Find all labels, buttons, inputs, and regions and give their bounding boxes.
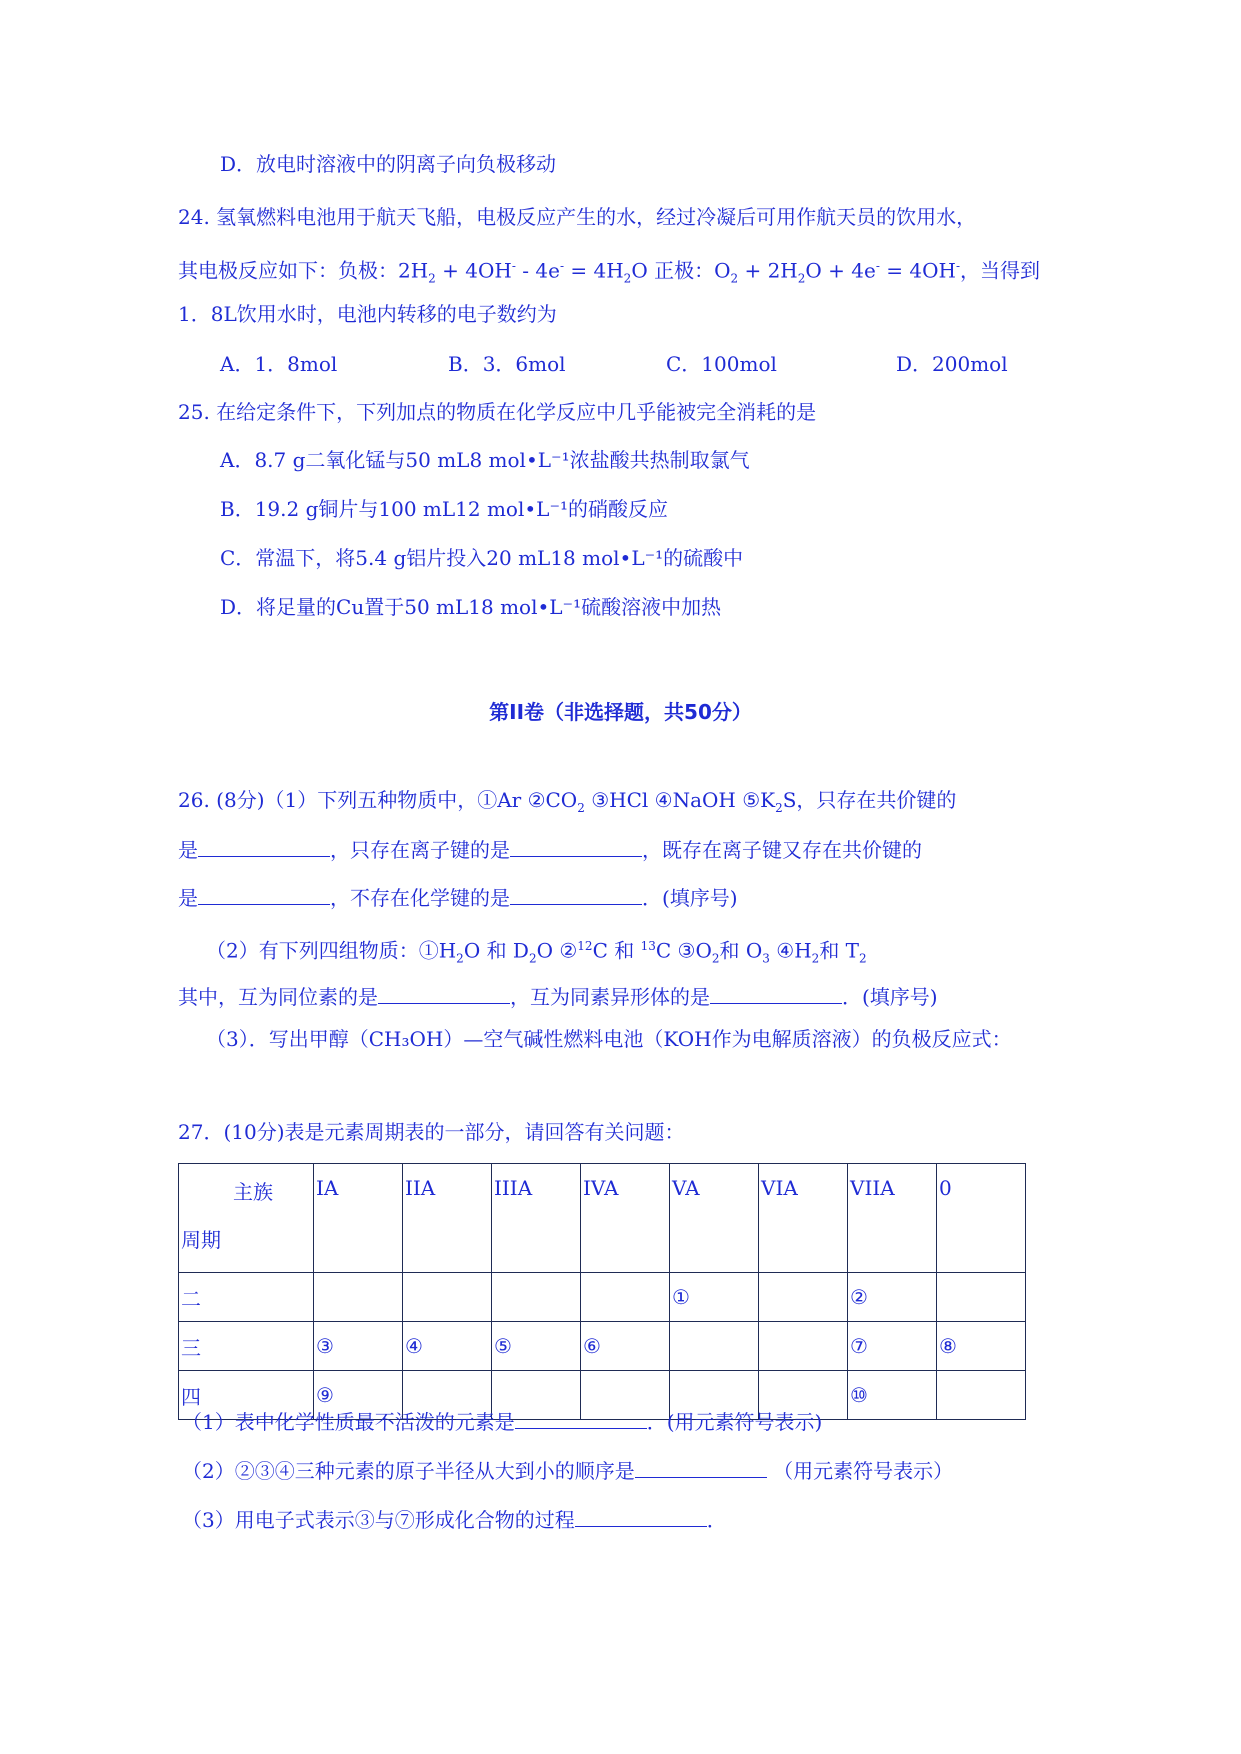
element-cell: ③ [314, 1322, 403, 1371]
group-header: IIIA [492, 1164, 581, 1273]
element-cell [403, 1273, 492, 1322]
answer-blank[interactable] [198, 834, 330, 857]
element-cell [937, 1273, 1026, 1322]
group-header: VA [670, 1164, 759, 1273]
group-header: VIIA [848, 1164, 937, 1273]
group-header: VIA [759, 1164, 848, 1273]
element-cell [759, 1322, 848, 1371]
group-header: 0 [937, 1164, 1026, 1273]
answer-blank[interactable] [635, 1455, 767, 1478]
element-cell: ⑧ [937, 1322, 1026, 1371]
element-cell [492, 1273, 581, 1322]
q25-option-a: A．8.7 g二氧化锰与50 mL8 mol•L⁻¹浓盐酸共热制取氯气 [220, 448, 750, 472]
header-corner [179, 1164, 314, 1273]
q26-line3: 是 ，不存在化学键的是 ．(填序号) [178, 882, 738, 912]
q26-part2-line1: （2）有下列四组物质：$①H_2O$ 和 $D_2O$ ②$^{12}$C 和 $^{13}$C $③O_2$和 $O_3$ $④H_2$和 $T_2$ [206, 938, 867, 966]
q24-option-c: C．100mol [666, 352, 777, 376]
element-cell: ② [848, 1273, 937, 1322]
q24-stem-line1: 24. 氢氧燃料电池用于航天飞船，电极反应产生的水，经过冷凝后可用作航天员的饮用水， [178, 205, 977, 229]
q26-part2-line2: 其中，互为同位素的是 ，互为同素异形体的是 ．(填序号) [178, 981, 938, 1011]
q24-option-b: B．3．6mol [448, 352, 566, 376]
answer-blank[interactable] [575, 1504, 707, 1527]
q27-sub3: （3）用电子式表示③与⑦形成化合物的过程 ． [182, 1504, 727, 1534]
element-cell: ⑤ [492, 1322, 581, 1371]
element-cell: ⑦ [848, 1322, 937, 1371]
q26-line2: 是 ，只存在离子键的是 ，既存在离子键又存在共价键的 [178, 834, 922, 864]
periodic-table [178, 1163, 1026, 1420]
q27-stem: 27．(10分)表是元素周期表的一部分，请回答有关问题： [178, 1120, 685, 1144]
q27-sub2: （2）②③④三种元素的原子半径从大到小的顺序是 （用元素符号表示） [182, 1455, 953, 1485]
header-group-label: 主族 [233, 1180, 273, 1204]
q23-option-d: D．放电时溶液中的阴离子向负极移动 [220, 152, 557, 176]
group-header: IVA [581, 1164, 670, 1273]
group-header: IIA [403, 1164, 492, 1273]
table-header-row [179, 1164, 1026, 1273]
element-cell: ① [670, 1273, 759, 1322]
element-cell [314, 1273, 403, 1322]
q24-stem-line2: 其电极反应如下：负极：$2H_2 + 4OH^- - 4e^- = 4H_2O$ 正极：$O_2 + 2H_2O + 4e^- = 4OH^-$，当得到 [178, 258, 1040, 286]
answer-blank[interactable] [510, 882, 642, 905]
answer-blank[interactable] [510, 834, 642, 857]
q26-part3: （3）．写出甲醇（CH₃OH）—空气碱性燃料电池（KOH作为电解质溶液）的负极反应式： [206, 1027, 1012, 1051]
q25-option-c: C．常温下，将5.4 g铝片投入20 mL18 mol•L⁻¹的硫酸中 [220, 546, 744, 570]
answer-blank[interactable] [378, 981, 510, 1004]
answer-blank[interactable] [198, 882, 330, 905]
answer-blank[interactable] [515, 1406, 647, 1429]
q25-option-b: B．19.2 g铜片与100 mL12 mol•L⁻¹的硝酸反应 [220, 497, 669, 521]
element-cell [937, 1371, 1026, 1420]
group-header: IA [314, 1164, 403, 1273]
q24-option-d: D．200mol [896, 352, 1008, 376]
table-row [179, 1273, 1026, 1322]
period-cell: 三 [179, 1322, 314, 1371]
element-cell: ⑥ [581, 1322, 670, 1371]
element-cell: ④ [403, 1322, 492, 1371]
q24-stem-line3: 1．8L饮用水时，电池内转移的电子数约为 [178, 302, 557, 326]
answer-blank[interactable] [710, 981, 842, 1004]
element-cell [670, 1322, 759, 1371]
q26-line1: 26. (8分)（1）下列五种物质中，①Ar $②CO_2$ ③HCl ④NaOH $⑤K_2S$，只存在共价键的 [178, 788, 957, 815]
header-period-label: 周期 [181, 1228, 221, 1252]
element-cell [581, 1273, 670, 1322]
q25-option-d: D．将足量的Cu置于50 mL18 mol•L⁻¹硫酸溶液中加热 [220, 595, 722, 619]
element-cell: ⑨ [314, 1371, 403, 1420]
element-cell: ⑩ [848, 1371, 937, 1420]
q24-option-a: A．1．8mol [220, 352, 338, 376]
element-cell [759, 1273, 848, 1322]
q25-stem: 25. 在给定条件下，下列加点的物质在化学反应中几乎能被完全消耗的是 [178, 400, 817, 424]
section-heading: 第II卷（非选择题，共50分） [489, 700, 752, 724]
q27-sub1: （1）表中化学性质最不活泼的元素是 ．(用元素符号表示) [182, 1406, 822, 1436]
table-row [179, 1322, 1026, 1371]
period-cell: 四 [179, 1371, 314, 1420]
period-cell: 二 [179, 1273, 314, 1322]
